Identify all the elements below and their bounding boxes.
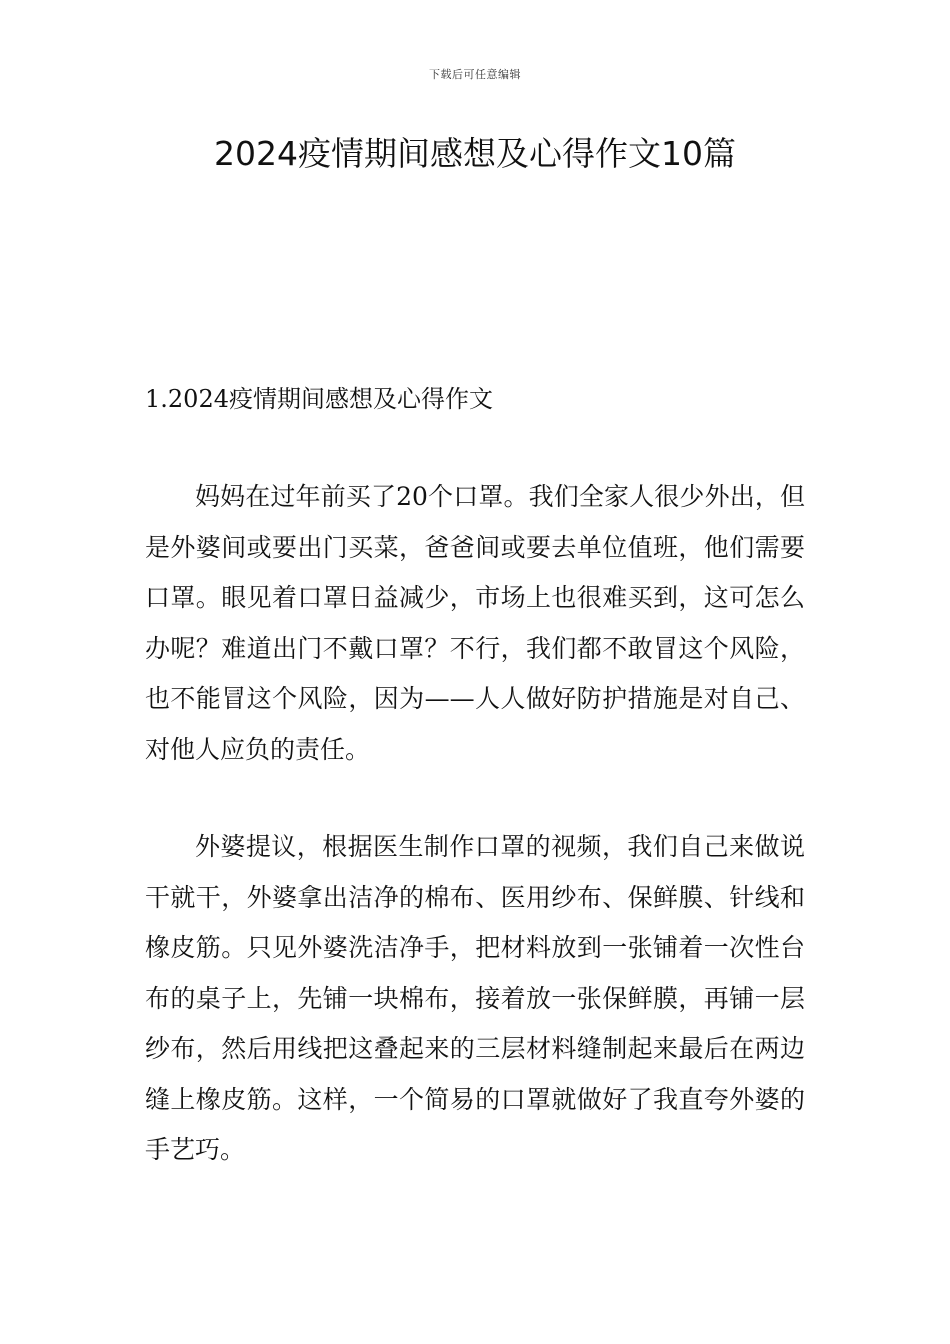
header-note: 下载后可任意编辑: [429, 68, 521, 81]
paragraph-2: 外婆提议，根据医生制作口罩的视频，我们自己来做说干就干，外婆拿出洁净的棉布、医用纱布、保鲜膜、针线和橡皮筋。只见外婆洗洁净手，把材料放到一张铺着一次性台布的桌子上，先铺一块棉布，接着放一张保鲜膜，再铺一层纱布，然后用线把这叠起来的三层材料缝制起来最后在两边缝上橡皮筋。这样，一个简易的口罩就做好了我直夸外婆的手艺巧。: [145, 832, 805, 1164]
paragraph-1: 妈妈在过年前买了20个口罩。我们全家人很少外出，但是外婆间或要出门买菜，爸爸间或要去单位值班，他们需要口罩。眼见着口罩日益减少，市场上也很难买到，这可怎么办呢？难道出门不戴口罩？不行，我们都不敢冒这个风险，也不能冒这个风险，因为——人人做好防护措施是对自己、对他人应负的责任。: [145, 482, 805, 764]
document-title: 2024疫情期间感想及心得作文10篇: [214, 134, 736, 173]
section-heading: 1.2024疫情期间感想及心得作文: [145, 385, 493, 413]
